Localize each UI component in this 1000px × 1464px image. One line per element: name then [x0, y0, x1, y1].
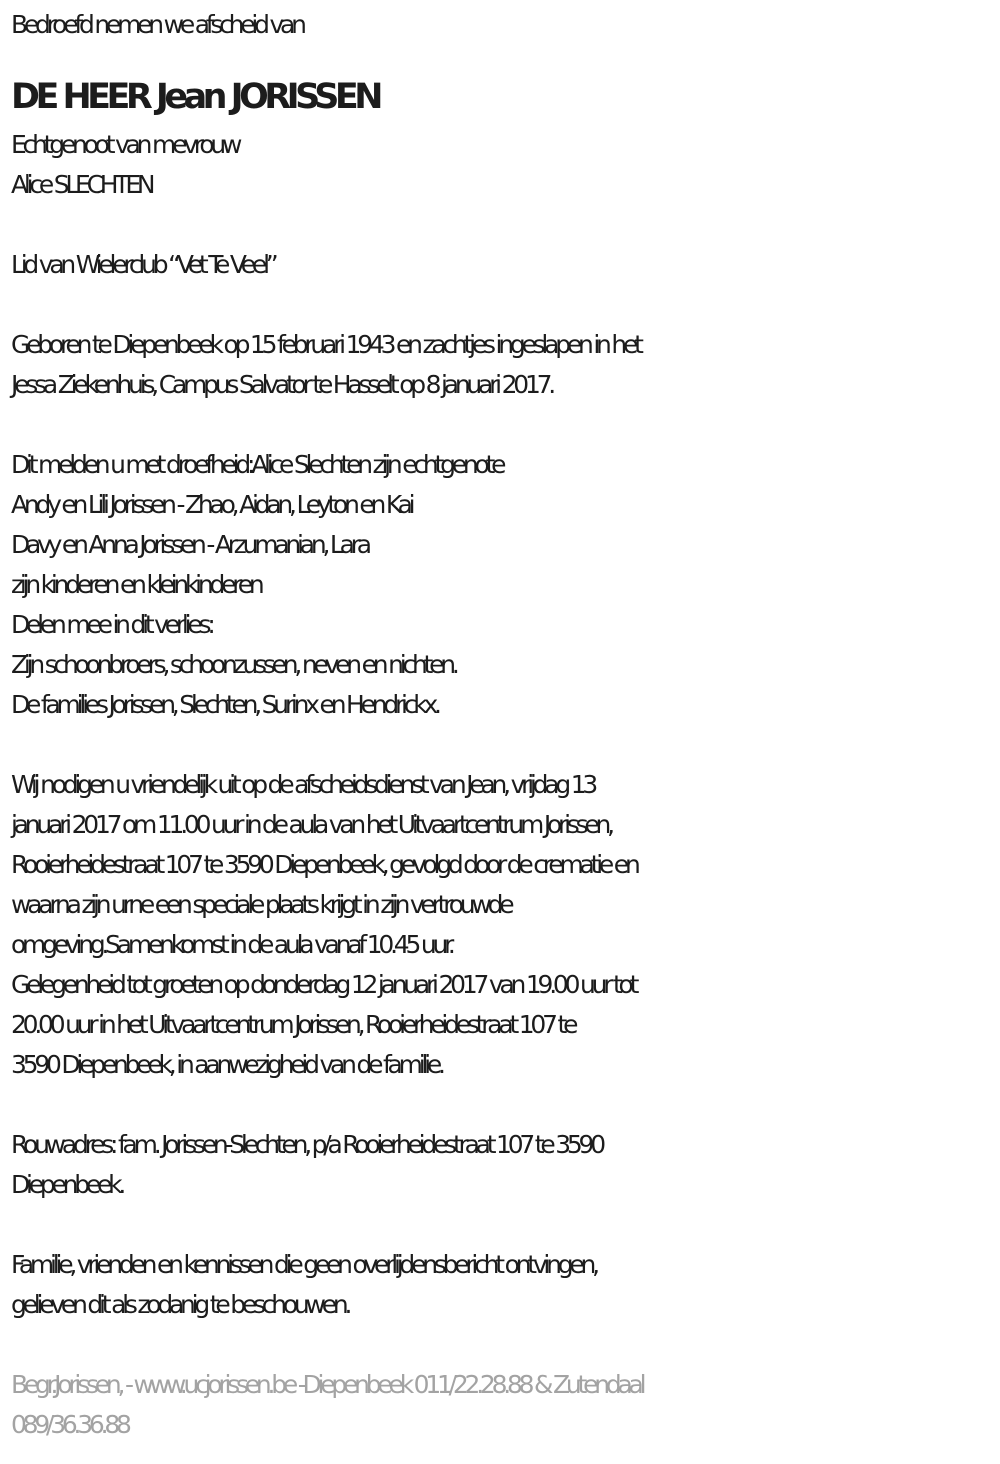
- service-line: januari 2017 om 11.00 uur in de aula van het Uitvaartcentrum Jorissen,: [11, 810, 611, 839]
- address-line: Rouwadres: fam. Jorissen-Slechten, p/a Rooierheidestraat 107 te 3590: [11, 1130, 602, 1159]
- spacer: [11, 405, 991, 445]
- service-line: omgeving.Samenkomst in de aula vanaf 10.45 uur.: [11, 930, 452, 959]
- address-section: [11, 1125, 991, 1205]
- family-line: De families Jorissen, Slechten, Surinx en Hendrickx.: [11, 690, 438, 719]
- spacer: [11, 725, 991, 765]
- spacer: [11, 1085, 991, 1125]
- service-line: Rooierheidestraat 107 te 3590 Diepenbeek, gevolgd door de crematie en: [11, 850, 637, 879]
- birth-line: Geboren te Diepenbeek op 15 februari 1943 en zachtjes ingeslapen in het: [11, 330, 640, 359]
- membership-text: Lid van Wielerclub “Vet Te Veel”: [11, 250, 275, 279]
- obituary-notice: [11, 0, 991, 1445]
- family-section: [11, 445, 991, 725]
- service-line: Wij nodigen u vriendelijk uit op de afscheidsdienst van Jean, vrijdag 13: [11, 770, 595, 799]
- footer-line: Begr.Jorissen, - www.ucjorissen.be -Diepenbeek 011/22.28.88 & Zutendaal: [11, 1370, 643, 1399]
- funeral-home-footer: [11, 1365, 991, 1445]
- address-line: Diepenbeek.: [11, 1170, 123, 1199]
- notice-line: gelieven dit als zodanig te beschouwen.: [11, 1290, 349, 1319]
- family-line: zijn kinderen en kleinkinderen: [11, 570, 261, 599]
- service-line: 3590 Diepenbeek, in aanwezigheid van de familie.: [11, 1050, 442, 1079]
- service-line: waarna zijn urne een speciale plaats krijgt in zijn vertrouwde: [11, 890, 511, 919]
- notice-section: [11, 1245, 991, 1325]
- service-line: 20.00 uur in het Uitvaartcentrum Jorissen, Rooierheidestraat 107 te: [11, 1010, 575, 1039]
- family-line: Delen mee in dit verlies:: [11, 610, 212, 639]
- notice-line: Familie, vrienden en kennissen die geen overlijdensbericht ontvingen,: [11, 1250, 596, 1279]
- spouse-line: Alice SLECHTEN: [11, 170, 152, 199]
- spacer: [11, 1325, 991, 1365]
- family-line: Dit melden u met droefheid:Alice Slechten zijn echtgenote: [11, 450, 503, 479]
- spacer: [11, 1205, 991, 1245]
- deceased-name: DE HEER Jean JORISSEN: [11, 77, 379, 117]
- spouse-section: [11, 125, 991, 205]
- birth-line: Jessa Ziekenhuis, Campus Salvator te Hasselt op 8 januari 2017.: [11, 370, 553, 399]
- service-section: [11, 765, 991, 1085]
- birth-section: [11, 325, 991, 405]
- family-line: Andy en Lili Jorissen - Zhao, Aidan, Leyton en Kai: [11, 490, 412, 519]
- intro-text: Bedroefd nemen we afscheid van: [11, 10, 303, 39]
- spacer: [11, 205, 991, 245]
- family-line: Zijn schoonbroers, schoonzussen, neven en nichten.: [11, 650, 456, 679]
- footer-line: 089/36.36.88: [11, 1410, 128, 1439]
- spacer: [11, 285, 991, 325]
- family-line: Davy en Anna Jorissen - Arzumanian, Lara: [11, 530, 368, 559]
- service-line: Gelegenheid tot groeten op donderdag 12 januari 2017 van 19.00 uur tot: [11, 970, 636, 999]
- spouse-line: Echtgenoot van mevrouw: [11, 130, 239, 159]
